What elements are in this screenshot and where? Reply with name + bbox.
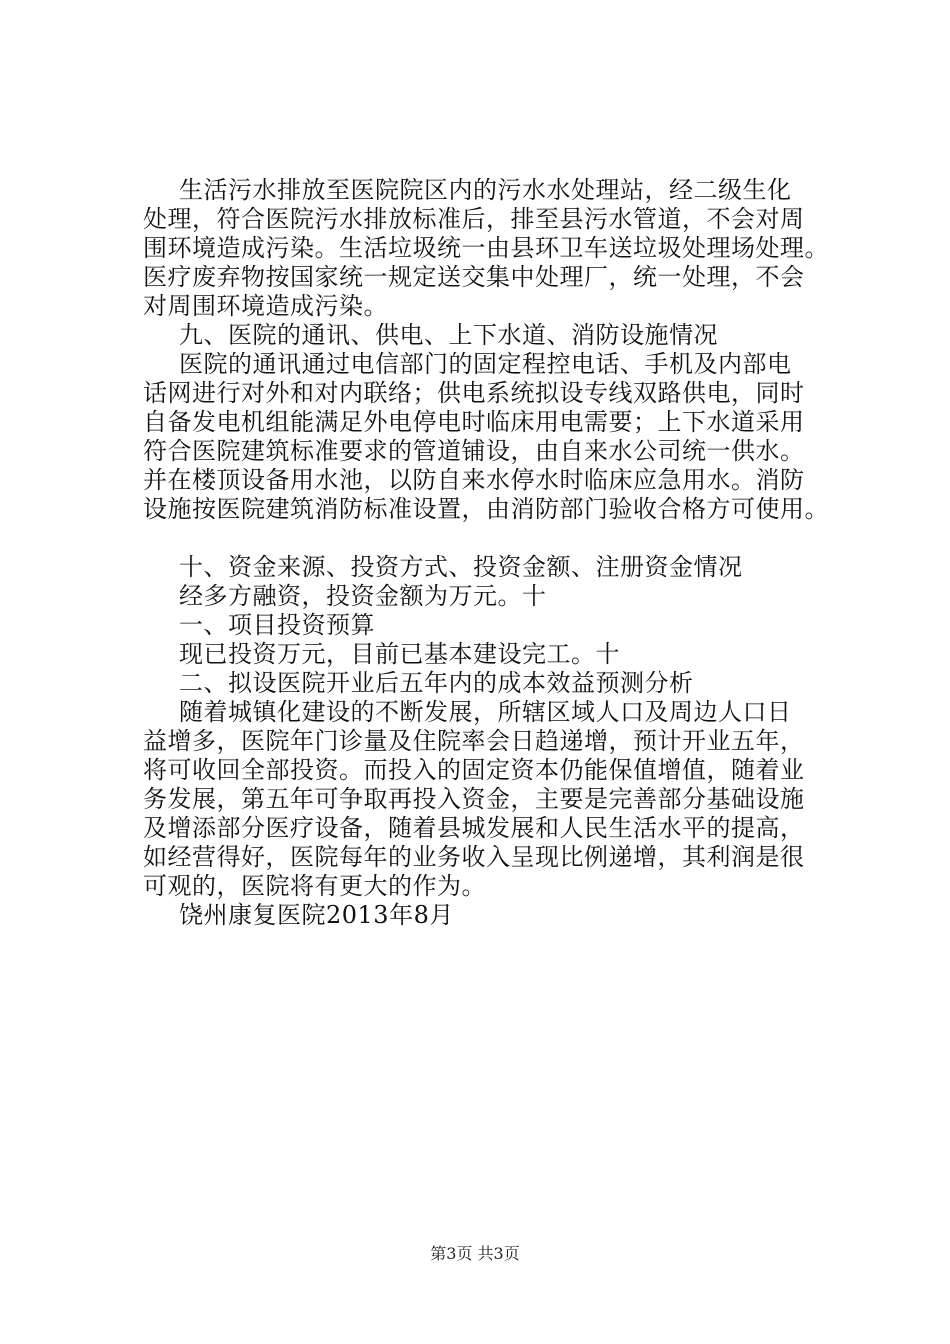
paragraph-line: 围环境造成污染。生活垃圾统一由县环卫车送垃圾处理场处理。 [143,234,829,262]
page-number-footer: 第3页 共3页 [430,1244,520,1263]
paragraph-line: 自备发电机组能满足外电停电时临床用电需要；上下水道采用 [143,408,805,436]
section-heading: 十、资金来源、投资方式、投资金额、注册资金情况 [179,553,743,581]
paragraph-line: 并在楼顶设备用水池，以防自来水停水时临床应急用水。消防 [143,466,805,494]
paragraph-line: 话网进行对外和对内联络；供电系统拟设专线双路供电，同时 [143,379,805,407]
paragraph-line: 现已投资万元，目前已基本建设完工。十 [179,640,620,668]
paragraph-line: 设施按医院建筑消防标准设置，由消防部门验收合格方可使用。 [143,495,829,523]
paragraph-line: 符合医院建筑标准要求的管道铺设，由自来水公司统一供水。 [143,437,805,465]
paragraph-gap [143,524,863,553]
paragraph-line: 将可收回全部投资。而投入的固定资本仍能保值增值，随着业 [143,756,805,784]
section-heading: 一、项目投资预算 [179,611,375,639]
paragraph-line: 益增多，医院年门诊量及住院率会日趋递增，预计开业五年， [143,727,805,755]
paragraph-line: 如经营得好，医院每年的业务收入呈现比例递增，其利润是很 [143,843,805,871]
paragraph-line: 及增添部分医疗设备，随着县城发展和人民生活水平的提高， [143,814,805,842]
paragraph-line: 生活污水排放至医院院区内的污水水处理站，经二级生化 [179,176,792,204]
paragraph-line: 处理，符合医院污水排放标准后，排至县污水管道，不会对周 [143,205,805,233]
paragraph-line: 务发展，第五年可争取再投入资金，主要是完善部分基础设施 [143,785,805,813]
section-heading: 二、拟设医院开业后五年内的成本效益预测分析 [179,669,694,697]
document-body [143,176,863,930]
paragraph-line: 医院的通讯通过电信部门的固定程控电话、手机及内部电 [179,350,792,378]
paragraph-line: 可观的，医院将有更大的作为。 [143,872,486,900]
signature-date: 饶州康复医院2013年8月 [179,901,454,929]
paragraph-line: 医疗废弃物按国家统一规定送交集中处理厂，统一处理，不会 [143,263,805,291]
paragraph-line: 经多方融资，投资金额为万元。十 [179,582,547,610]
section-heading: 九、医院的通讯、供电、上下水道、消防设施情况 [179,321,718,349]
paragraph-line: 对周围环境造成污染。 [143,292,388,320]
paragraph-line: 随着城镇化建设的不断发展，所辖区域人口及周边人口日 [179,698,792,726]
